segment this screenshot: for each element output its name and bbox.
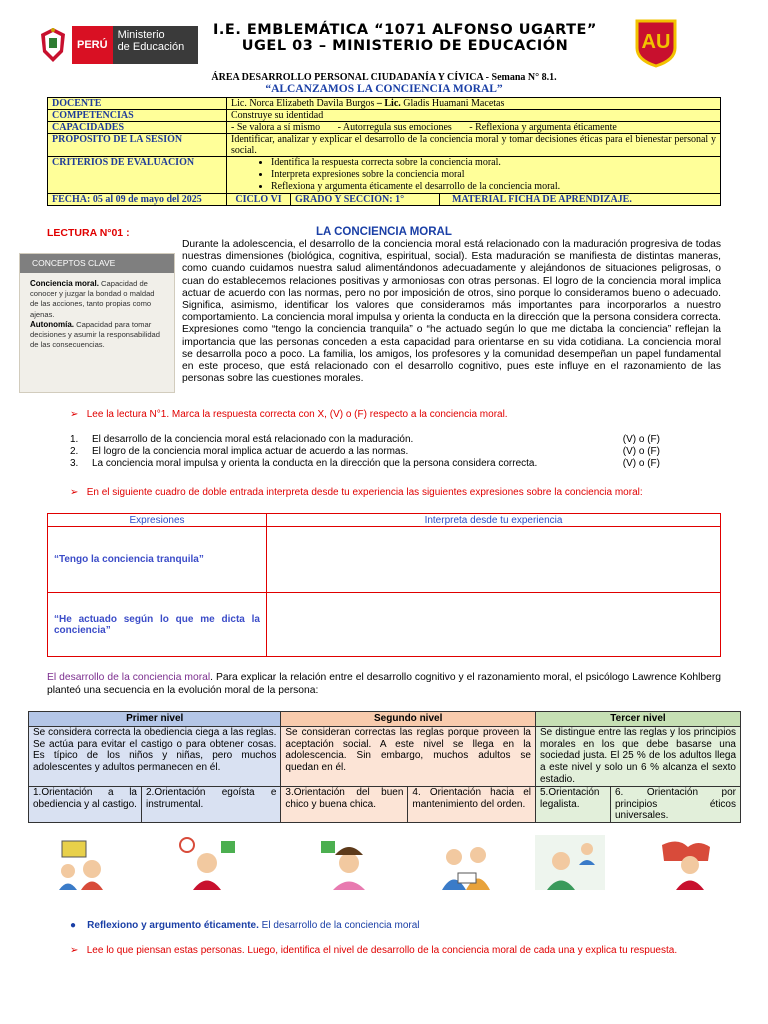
stage-cell: 4. Orientación hacia el mantenimiento del orden. [408, 786, 536, 822]
criterios-row [48, 157, 721, 194]
reflexion-text: El desarrollo de la conciencia moral [258, 920, 420, 931]
fecha-row [48, 194, 721, 206]
statement-text: El logro de la conciencia moral implica actuar de acuerdo a las normas. [92, 446, 409, 457]
competencias-label: COMPETENCIAS [48, 110, 227, 122]
answer-cell[interactable] [267, 593, 721, 657]
criterios-label: CRITERIOS DE EVALUACION [48, 157, 227, 194]
concept-term: Autonomía. [30, 319, 74, 329]
true-false-choice[interactable]: (V) o (F) [622, 434, 660, 445]
instruction-1-text: Lee la lectura N°1. Marca la respuesta correcta con X, (V) o (F) respecto a la conciencia moral. [86, 409, 508, 420]
development-title: El desarrollo de la conciencia moral [47, 672, 211, 683]
ugel-line: UGEL 03 – MINISTERIO DE EDUCACIÓN [241, 38, 569, 54]
key-concepts-heading: CONCEPTOS CLAVE [20, 254, 174, 273]
statement-row [70, 458, 660, 470]
level-heading: Primer nivel [29, 712, 281, 727]
school-logo-text: AU [641, 31, 671, 53]
session-info-table [47, 97, 721, 206]
concept-term: Conciencia moral. [30, 279, 99, 288]
statement-text: La conciencia moral impulsa y orienta la conducta en la dirección que la persona considera correcta. [92, 458, 538, 469]
development-paragraph [47, 672, 721, 697]
arrow-bullet-icon: ➢ [70, 487, 79, 498]
arrow-bullet-icon: ➢ [70, 409, 79, 420]
statement-number: 3. [70, 458, 79, 469]
criterios-list [231, 157, 716, 193]
key-concepts-box [19, 253, 175, 393]
stage3-illustration-icon [315, 835, 380, 890]
key-concepts-body [20, 273, 174, 356]
levels-stages-row [29, 786, 741, 822]
proposito-label: PROPOSITO DE LA SESIÓN [48, 134, 227, 157]
stage-cell: 6. Orientación por principios éticos universales. [611, 786, 741, 822]
capacidades-value: - Se valora a sí mismo - Autorregula sus emociones - Reflexiona y argumenta éticamente [227, 122, 721, 134]
concept-definition: Capacidad para tomar decisiones y asumir la responsabilidad de las consecuencias. [30, 319, 161, 350]
docente-label: DOCENTE [48, 98, 227, 110]
true-false-choice[interactable]: (V) o (F) [622, 458, 660, 469]
level-heading: Segundo nivel [281, 712, 536, 727]
level-heading: Tercer nivel [536, 712, 741, 727]
capacidades-label: CAPACIDADES [48, 122, 227, 134]
school-name: I.E. EMBLEMÁTICA “1071 ALFONSO UGARTE” [213, 22, 597, 38]
bullet-dot-icon: ● [70, 920, 77, 931]
docente-row [48, 98, 721, 110]
criterio-item: • Reflexiona y argumenta éticamente el desarrollo de la conciencia moral. [271, 181, 716, 193]
reading-text: Durante la adolescencia, el desarrollo de la conciencia moral está relacionado con la maduración progresiva de todas nuestras dimensiones (biológica, cognitiva, espiritual, social). Esta maduración se manifiesta de distintas maneras, como cuando cuidamos nuestra salud alimentándonos adecuadamente y alejándonos de situaciones peligrosas, o cuan do establecemos relaciones positivas y armoniosas con otras personas. El logro de la conciencia moral implica actuar de acuerdo con las normas, pero no por imposición de otros, sino porque lo consideramos bueno o adecuado. Significa, asimismo, identificar los valores que consideramos más importantes para incorporarlos a nuestro comportamiento. La conciencia moral impulsa y orienta la conducta en la dirección que la persona considera correcta. Expresiones como “tengo la conciencia tranquila” o “he actuado según lo que me dictaba la conciencia” reflejan la importancia que las personas conceden a esta capacidad para orientarse en su vida cotidiana. La conciencia moral se desarrolla poco a poco. La familia, los amigos, los profesores y la comunidad desempeñan un papel fundamental en este proceso, que está relacionado con el desarrollo cognitivo, pues este influye en el razonamiento de las personas sobre las cuestiones morales. [182, 239, 721, 385]
proposito-value: Identificar, analizar y explicar el desarrollo de la conciencia moral y tomar decisiones éticas para el bienestar personal y social. [227, 134, 721, 157]
concept-definition: Capacidad de conocer y juzgar la bondad o maldad de las acciones, tanto propias como ajenas. [30, 279, 155, 319]
lectura-label: LECTURA N°01 : [47, 227, 130, 239]
statement-number: 2. [70, 446, 79, 457]
interpret-col-header: Interpreta desde tu experiencia [267, 514, 721, 527]
levels-description-row [29, 726, 741, 786]
fecha-value: FECHA: 05 al 09 de mayo del 2025 [48, 194, 227, 206]
concept-conciencia [30, 279, 164, 320]
area-line: ÁREA DESARROLLO PERSONAL CIUDADANÍA Y CÍVICA - Semana N° 8.1. [211, 72, 557, 83]
stage-cell: 5.Orientación legalista. [536, 786, 611, 822]
arrow-bullet-icon: ➢ [70, 945, 79, 956]
level-description: Se distingue entre las reglas y los principios morales en los que debe basarse una sociedad justa. El 25 % de los adultos llega a este nivel y solo un 6 % alcanza el sexto estadio. [536, 726, 741, 786]
ministerio-line2: de Educación [117, 41, 185, 53]
instruction-1 [70, 409, 508, 420]
peru-label: PERÚ [72, 26, 113, 64]
stage1-illustration-icon [36, 835, 121, 890]
ministerio-line1: Ministerio [117, 29, 165, 41]
ministerio-logo [38, 26, 198, 64]
material-value: MATERIAL FICHA DE APRENDIZAJE. [440, 194, 721, 206]
grado-value: GRADO Y SECCIÓN: 1° [291, 194, 440, 206]
school-title [210, 22, 600, 54]
instruction-3 [70, 945, 677, 956]
stage-cell: 3.Orientación del buen chico y buena chica. [281, 786, 408, 822]
levels-header-row [29, 712, 741, 727]
lectura-title: LA CONCIENCIA MORAL [316, 226, 452, 238]
stage5-illustration-icon [535, 835, 605, 890]
expression-text: “Tengo la conciencia tranquila” [48, 527, 267, 593]
expressions-header-row [48, 514, 721, 527]
concept-autonomia [30, 320, 164, 351]
reflexion-bold: Reflexiono y argumento éticamente. [87, 920, 259, 931]
answer-cell[interactable] [267, 527, 721, 593]
proposito-row [48, 134, 721, 157]
expression-row [48, 593, 721, 657]
statement-text: El desarrollo de la conciencia moral está relacionado con la maduración. [92, 434, 414, 445]
stage6-illustration-icon [658, 835, 733, 890]
statement-number: 1. [70, 434, 79, 445]
expression-text: “He actuado según lo que me dicta la conciencia” [48, 593, 267, 657]
school-shield-icon [634, 18, 678, 68]
competencias-row [48, 110, 721, 122]
ciclo-value: CICLO VI [227, 194, 291, 206]
criterio-item: • Interpreta expresiones sobre la conciencia moral [271, 169, 716, 181]
level-description: Se consideran correctas las reglas porque proveen la aceptación social. A este nivel se llega en la adolescencia. Sin embargo, muchos adultos se quedan en él. [281, 726, 536, 786]
docente-name-1: Lic. Norca Elizabeth Davila Burgos [231, 98, 377, 109]
instruction-2 [70, 487, 643, 498]
criterio-item: • Identifica la respuesta correcta sobre la conciencia moral. [271, 157, 716, 169]
kohlberg-levels-table [28, 711, 741, 823]
ministerio-label [113, 26, 198, 64]
docente-value [227, 98, 721, 110]
expressions-table [47, 513, 721, 657]
instruction-2-text: En el siguiente cuadro de doble entrada interpreta desde tu experiencia las siguientes expresiones sobre la conciencia moral: [86, 487, 643, 498]
instruction-3-text: Lee lo que piensan estas personas. Luego, identifica el nivel de desarrollo de la conciencia moral de cada una y explica tu respuesta. [86, 945, 678, 956]
statement-row [70, 446, 660, 458]
criterios-value [227, 157, 721, 194]
docente-name-2: Gladis Huamani Macetas [400, 98, 505, 109]
stage2-illustration-icon [175, 835, 240, 890]
statement-row [70, 434, 660, 446]
docente-separator: – Lic. [376, 98, 401, 109]
reflexion-bullet [70, 920, 420, 931]
stage-cell: 2.Orientación egoísta e instrumental. [142, 786, 281, 822]
true-false-choice[interactable]: (V) o (F) [622, 446, 660, 457]
coat-of-arms-icon [38, 26, 68, 64]
session-title: “ALCANZAMOS LA CONCIENCIA MORAL” [265, 83, 503, 95]
competencias-value: Construye su identidad [227, 110, 721, 122]
level-description: Se considera correcta la obediencia ciega a las reglas. Se actúa para evitar el castigo o para obtener cosas. Es típico de los niños y niñas, pero muchos adolescentes y adultos permanecen en él. [29, 726, 281, 786]
development-text: . Para explicar la relación entre el desarrollo cognitivo y el razonamiento moral, el psicólogo Lawrence Kohlberg planteó una secuencia en la evolución moral de la persona: [47, 672, 721, 696]
capacidades-row [48, 122, 721, 134]
expression-row [48, 527, 721, 593]
true-false-list [70, 434, 660, 470]
expressions-col-header: Expresiones [48, 514, 267, 527]
stage4-illustration-icon [432, 835, 502, 890]
stage-cell: 1.Orientación a la obediencia y al castigo. [29, 786, 142, 822]
